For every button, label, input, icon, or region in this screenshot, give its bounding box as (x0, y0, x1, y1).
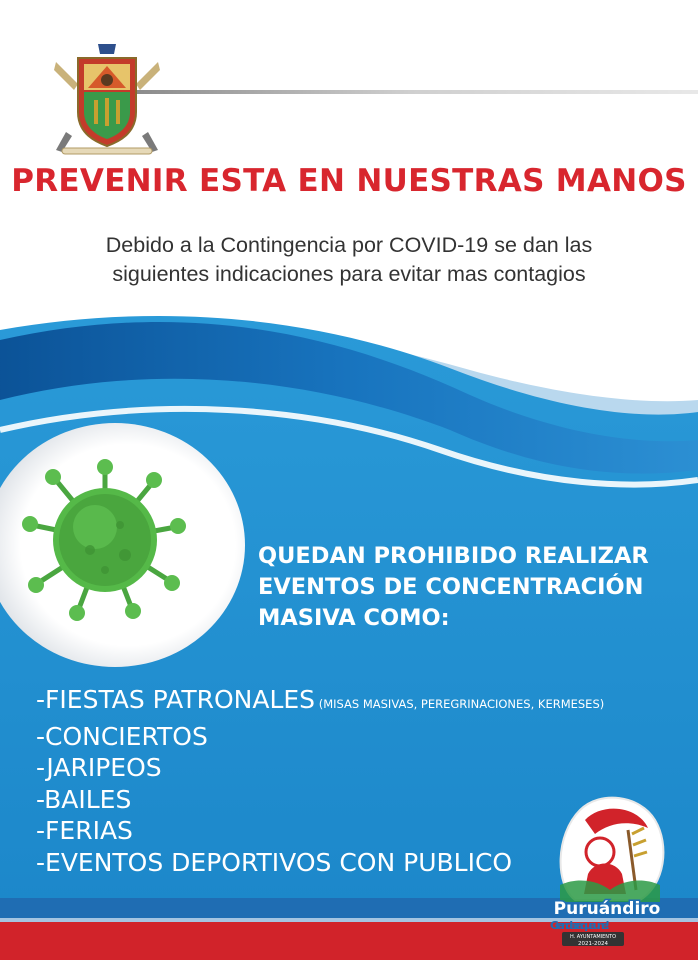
prohibition-notice (258, 541, 688, 634)
page-title: PREVENIR ESTA EN NUESTRAS MANOS (11, 163, 687, 199)
logo-tagline: Grandeza que une! (550, 919, 610, 932)
list-item-label: -JARIPEOS (36, 753, 162, 782)
logo-ayuntamiento: H. AYUNTAMIENTO (569, 934, 617, 940)
list-item-label: -FIESTAS PATRONALES (36, 685, 316, 714)
list-item-note: (MISAS MASIVAS, PEREGRINACIONES, KERMESES) (315, 697, 605, 711)
list-item (36, 684, 686, 721)
virus-icon (20, 455, 190, 625)
notice-line-2: EVENTOS DE CONCENTRACIÓN (258, 574, 644, 600)
list-item-label: -BAILES (36, 784, 132, 814)
list-item-label: -CONCIERTOS (36, 721, 208, 751)
subtitle-line-2: siguientes indicaciones para evitar mas contagios (112, 262, 586, 286)
coat-of-arms-icon (48, 42, 166, 160)
list-item (36, 721, 686, 753)
list-item-label: -FERIAS (36, 816, 133, 845)
subtitle (40, 231, 658, 289)
notice-line-3: MASIVA COMO: (258, 605, 450, 631)
notice-line-1: QUEDAN PROHIBIDO REALIZAR (258, 543, 649, 569)
logo-period: 2021-2024 (578, 941, 608, 947)
list-item (36, 752, 686, 784)
header-divider-line (122, 90, 698, 94)
logo-name: Puruándiro (553, 899, 661, 919)
subtitle-line-1: Debido a la Contingencia por COVID-19 se dan las (105, 233, 593, 257)
municipal-logo-icon (540, 790, 675, 950)
list-item-label: -EVENTOS DEPORTIVOS CON PUBLICO (36, 847, 513, 877)
